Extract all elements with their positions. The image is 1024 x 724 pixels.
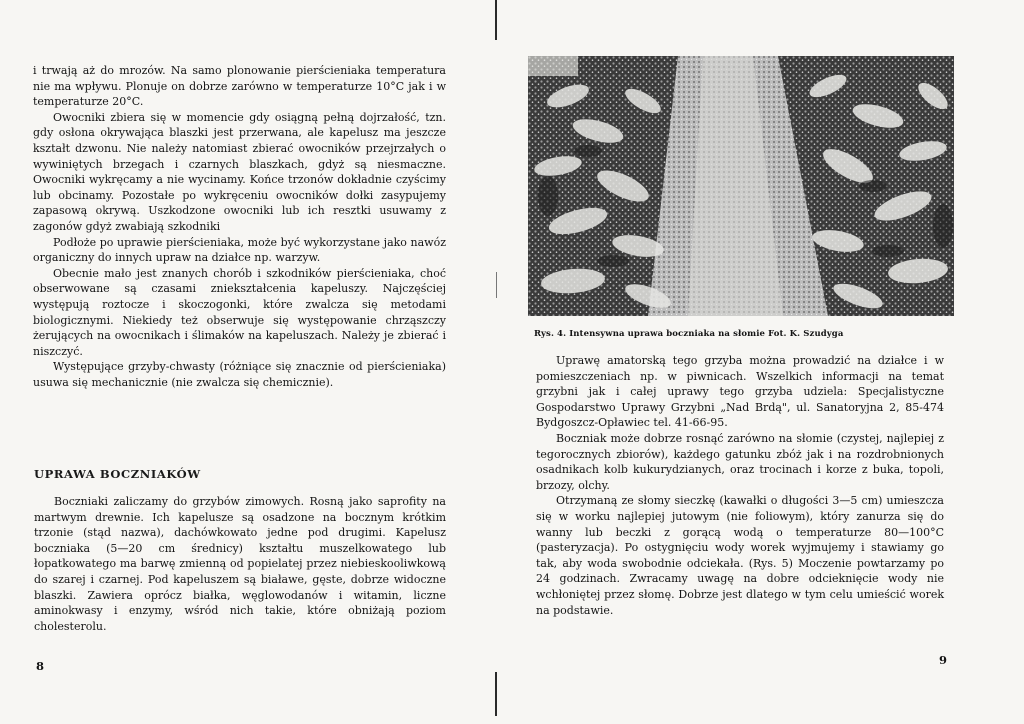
left-page-body-top: [33, 63, 446, 390]
right-page-body: [536, 353, 944, 618]
paragraph: Uprawę amatorską tego grzyba można prowadzić na działce i w pomieszczeniach np. w piwnicach. Wszelkich informacji na temat grzybni jak i całej uprawy tego grzyba udziela: Specjalistyczne Gospodarstwo Uprawy Grzybni „Nad Brdą", ul. Sanatoryjna 2, 85-474 Bydgoszcz-Opławiec tel. 41-66-95.: [536, 354, 944, 430]
fold-line-middle: [496, 272, 497, 298]
paragraph: Owocniki zbiera się w momencie gdy osiągną pełną dojrzałość, tzn. gdy osłona okrywająca blaszki jest przerwana, ale kapelusz ma jeszcze kształt dzwonu. Nie należy natomiast zbierać owocników przejrzałych o wywiniętych brzegach i czarnych blaszkach, gdyż są niesmaczne. Owocniki wykręcamy a nie wycinamy. Końce trzonów dokładnie czyścimy lub obcinamy. Pozostałe po wykręceniu owocników dołki zasypujemy zapasową okrywą. Uszkodzone owocniki lub ich resztki usuwamy z zagonów gdyż zwabiają szkodniki: [33, 110, 446, 233]
section-heading: UPRAWA BOCZNIAKÓW: [34, 467, 201, 481]
paragraph: Występujące grzyby-chwasty (różniące się znacznie od pierścieniaka) usuwa się mechanicznie (nie zwalcza się chemicznie).: [33, 360, 446, 389]
figure-caption: Rys. 4. Intensywna uprawa boczniaka na słomie Fot. K. Szudyga: [534, 329, 844, 339]
paragraph: Obecnie mało jest znanych chorób i szkodników pierścieniaka, choć obserwowane są czasami zniekształcenia kapeluszy. Najczęściej występują roztocze i skoczogonki, które zwalcza się metodami biologicznymi. Niekiedy też obserwuje się występowanie chrząszczy żerujących na owocnikach i ślimaków na kapeluszach. Należy je zbierać i niszczyć.: [33, 266, 446, 358]
page-number-right: 9: [939, 653, 948, 667]
paragraph: i trwają aż do mrozów. Na samo plonowanie pierścieniaka temperatura nie ma wpływu. Plonuje on dobrze zarówno w temperaturze 10°C jak i w temperaturze 20°C.: [33, 64, 446, 109]
paragraph: Boczniak może dobrze rosnąć zarówno na słomie (czystej, najlepiej z tegorocznych zbiorów), każdego gatunku zbóż jak i na rozdrobnionych osadnikach kolb kukurydzianych, oraz trocinach i korze z buka, topoli, brzozy, olchy.: [536, 431, 944, 492]
paragraph: Podłoże po uprawie pierścieniaka, może być wykorzystane jako nawóz organiczny do innych upraw na działce np. warzyw.: [33, 235, 446, 265]
left-page-body-bottom: [34, 494, 446, 634]
fold-line-bottom: [495, 672, 497, 716]
oyster-mushroom-straw-photo: [528, 56, 954, 316]
paragraph: Boczniaki zaliczamy do grzybów zimowych. Rosną jako saprofity na martwym drewnie. Ich kapelusze są osadzone na bocznym krótkim trzonie (stąd nazwa), dachówkowato jedne pod drugimi. Kapelusz boczniaka (5—20 cm średnicy) kształtu muszelkowatego lub łopatkowatego ma barwę zmienną od popielatej przez niebieskooliwkową do szarej i czarnej. Pod kapeluszem są białawe, gęste, dobrze widoczne blaszki. Zawiera oprócz białka, węglowodanów i witamin, liczne aminokwasy i enzymy, wśród nich takie, które obniżają poziom cholesterolu.: [34, 495, 446, 633]
paragraph: Otrzymaną ze słomy sieczkę (kawałki o długości 3—5 cm) umieszcza się w worku najlepiej jutowym (nie foliowym), który zanurza się do wanny lub beczki z gorącą wodą o temperaturze 80—100°C (pasteryzacja). Po ostygnięciu wody worek wyjmujemy i stawiamy go tak, aby woda swobodnie odciekała. (Rys. 5) Moczenie powtarzamy po 24 godzinach. Zwracamy uwagę na dobre odcieknięcie wody nie wchłoniętej przez słomę. Dobrze jest dlatego w tym celu umieścić worek na podstawie.: [536, 494, 944, 617]
photo-halftone: [528, 56, 954, 316]
fold-line-top: [495, 0, 497, 40]
page-number-left: 8: [36, 659, 45, 673]
